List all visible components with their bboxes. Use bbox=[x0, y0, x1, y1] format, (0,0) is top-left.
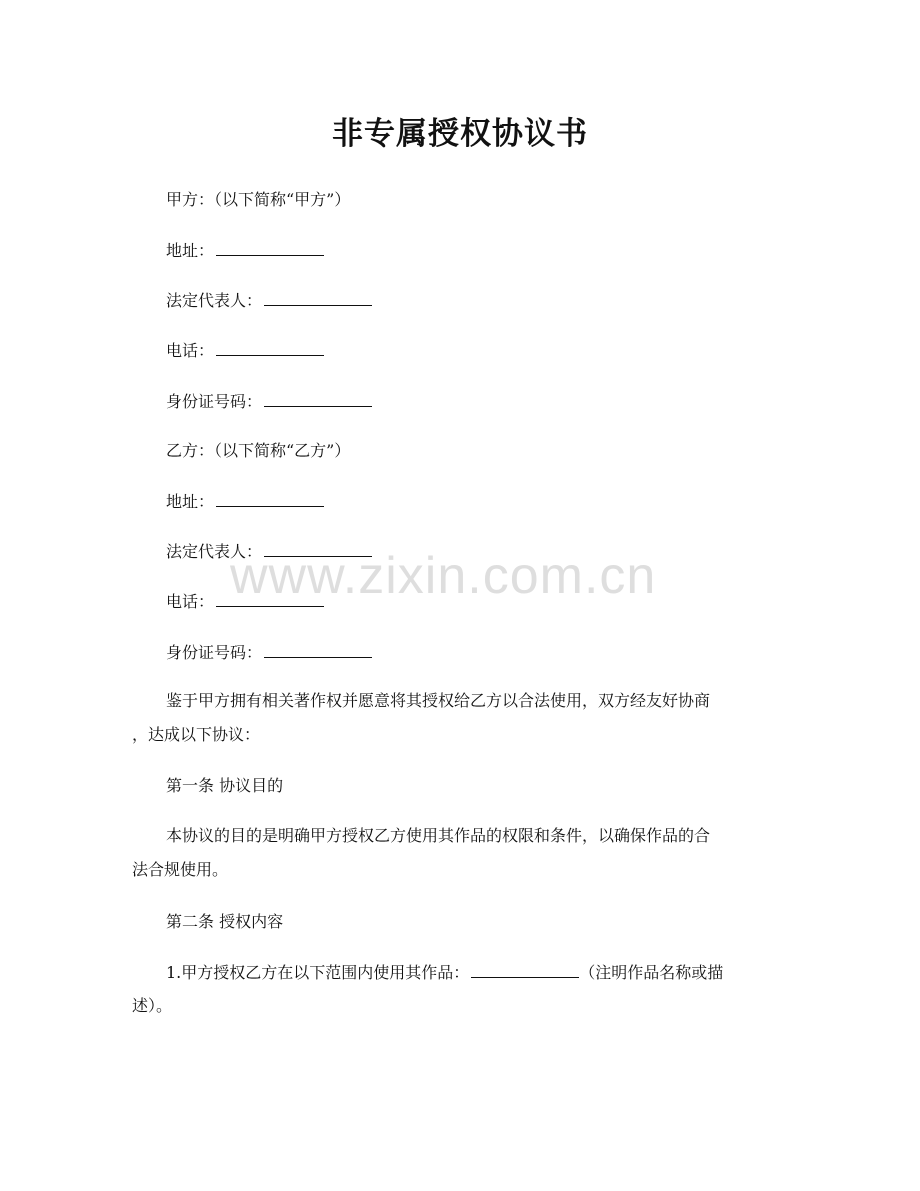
party-a-rep-blank bbox=[264, 289, 372, 306]
party-a-phone-blank bbox=[216, 339, 324, 356]
party-b-id-label: 身份证号码： bbox=[166, 643, 263, 662]
article-1-line-2: 法合规使用。 bbox=[132, 860, 229, 879]
watermark: www.zixin.com.cn bbox=[230, 547, 657, 605]
preamble-line-1: 鉴于甲方拥有相关著作权并愿意将其授权给乙方以合法使用，双方经友好协商 bbox=[166, 691, 711, 710]
party-a-id-label: 身份证号码： bbox=[166, 392, 263, 411]
article-2-item-1-blank bbox=[471, 961, 579, 978]
document-title: 非专属授权协议书 bbox=[332, 116, 588, 152]
article-2-item-1-prefix: 1.甲方授权乙方在以下范围内使用其作品： bbox=[166, 963, 470, 982]
article-1-line-1: 本协议的目的是明确甲方授权乙方使用其作品的权限和条件，以确保作品的合 bbox=[166, 826, 711, 845]
preamble-line-2: ，达成以下协议： bbox=[132, 725, 261, 744]
party-a-phone-line bbox=[166, 339, 324, 362]
article-1-heading: 第一条 协议目的 bbox=[166, 776, 284, 795]
party-a-rep-label: 法定代表人： bbox=[166, 291, 263, 310]
article-2-item-1-line-1 bbox=[166, 961, 723, 984]
party-b-phone-label: 电话： bbox=[166, 592, 215, 611]
party-b-id-blank bbox=[264, 641, 372, 658]
party-a-heading: 甲方：（以下简称“甲方”） bbox=[166, 190, 351, 209]
party-a-id-line bbox=[166, 390, 372, 413]
party-b-id-line bbox=[166, 641, 372, 664]
party-b-address-blank bbox=[216, 490, 324, 507]
party-a-phone-label: 电话： bbox=[166, 341, 215, 360]
party-b-rep-label: 法定代表人： bbox=[166, 542, 263, 561]
party-b-heading: 乙方：（以下简称“乙方”） bbox=[166, 441, 351, 460]
party-a-address-blank bbox=[216, 239, 324, 256]
party-a-rep-line bbox=[166, 289, 372, 312]
article-2-item-1-line-2: 述）。 bbox=[132, 996, 173, 1015]
party-b-address-line bbox=[166, 490, 324, 513]
article-2-item-1-suffix: （注明作品名称或描 bbox=[579, 963, 724, 982]
party-a-address-line bbox=[166, 239, 324, 262]
party-a-id-blank bbox=[264, 390, 372, 407]
party-a-address-label: 地址： bbox=[166, 241, 215, 260]
party-b-address-label: 地址： bbox=[166, 492, 215, 511]
article-2-heading: 第二条 授权内容 bbox=[166, 912, 284, 931]
